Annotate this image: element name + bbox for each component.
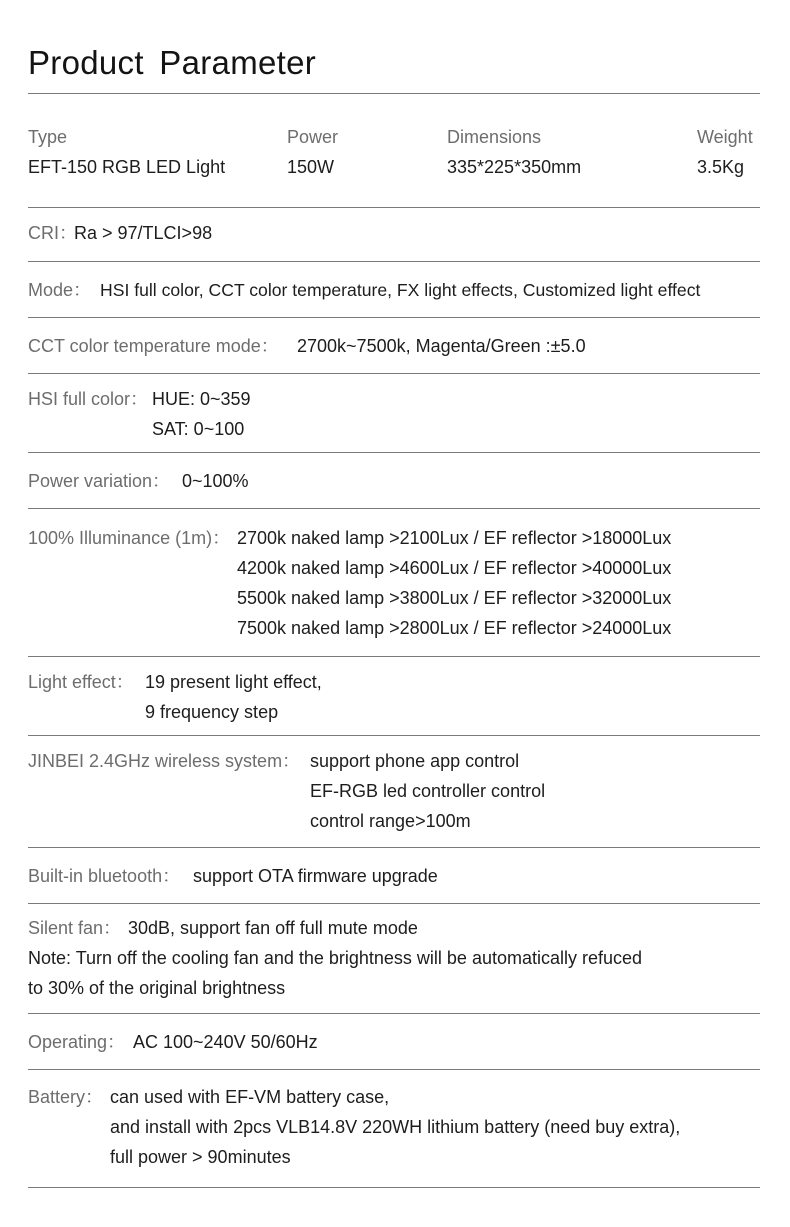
battery-line: full power > 90minutes: [110, 1147, 291, 1167]
illuminance-label: 100% Illuminance (1m)：: [28, 528, 231, 548]
operating-label: Operating：: [28, 1032, 126, 1052]
cri-value: Ra > 97/TLCI>98: [74, 223, 213, 243]
cct-label: CCT color temperature mode：: [28, 336, 279, 356]
battery-line: can used with EF-VM battery case,: [110, 1087, 390, 1107]
dimensions-value: 335*225*350mm: [447, 157, 582, 177]
weight-value: 3.5Kg: [697, 157, 745, 177]
fan-note-line: Note: Turn off the cooling fan and the brightness will be automatically refuced: [28, 948, 643, 968]
light-effect-label: Light effect：: [28, 672, 134, 692]
illuminance-line: 2700k naked lamp >2100Lux / EF reflector >18000Lux: [237, 528, 672, 548]
wireless-line: EF-RGB led controller control: [310, 781, 546, 801]
wireless-line: control range>100m: [310, 811, 471, 831]
divider: [28, 1069, 760, 1070]
type-label: Type: [28, 127, 68, 147]
divider: [28, 656, 760, 657]
mode-label: Mode：: [28, 280, 92, 300]
divider: [28, 903, 760, 904]
bluetooth-label: Built-in bluetooth：: [28, 866, 181, 886]
operating-value: AC 100~240V 50/60Hz: [133, 1032, 318, 1052]
illuminance-line: 5500k naked lamp >3800Lux / EF reflector >32000Lux: [237, 588, 672, 608]
illuminance-line: 7500k naked lamp >2800Lux / EF reflector >24000Lux: [237, 618, 672, 638]
power-label: Power: [287, 127, 339, 147]
dimensions-label: Dimensions: [447, 127, 542, 147]
page-title: Product Parameter: [28, 44, 317, 81]
bluetooth-value: support OTA firmware upgrade: [193, 866, 438, 886]
light-effect-line: 19 present light effect,: [145, 672, 322, 692]
divider: [28, 735, 760, 736]
divider: [28, 452, 760, 453]
divider: [28, 1013, 760, 1014]
wireless-label: JINBEI 2.4GHz wireless system：: [28, 751, 301, 771]
power-variation-label: Power variation：: [28, 471, 171, 491]
fan-value: 30dB, support fan off full mute mode: [128, 918, 418, 938]
battery-line: and install with 2pcs VLB14.8V 220WH lithium battery (need buy extra),: [110, 1117, 681, 1137]
type-value: EFT-150 RGB LED Light: [28, 157, 226, 177]
divider: [28, 508, 760, 509]
hsi-label: HSI full color：: [28, 389, 149, 409]
fan-note-line: to 30% of the original brightness: [28, 978, 286, 998]
divider: [28, 373, 760, 374]
weight-label: Weight: [697, 127, 753, 147]
divider: [28, 847, 760, 848]
hsi-sat-value: SAT: 0~100: [152, 419, 245, 439]
divider: [28, 317, 760, 318]
light-effect-line: 9 frequency step: [145, 702, 279, 722]
cct-value: 2700k~7500k, Magenta/Green :±5.0: [297, 336, 586, 356]
hsi-hue-value: HUE: 0~359: [152, 389, 251, 409]
battery-label: Battery：: [28, 1087, 104, 1107]
power-variation-value: 0~100%: [182, 471, 249, 491]
divider: [28, 207, 760, 208]
divider: [28, 1187, 760, 1188]
cri-label: CRI：: [28, 223, 77, 243]
fan-label: Silent fan：: [28, 918, 122, 938]
power-value: 150W: [287, 157, 335, 177]
divider: [28, 93, 760, 94]
divider: [28, 261, 760, 262]
illuminance-line: 4200k naked lamp >4600Lux / EF reflector >40000Lux: [237, 558, 672, 578]
wireless-line: support phone app control: [310, 751, 520, 771]
mode-value: HSI full color, CCT color temperature, FX light effects, Customized light effect: [100, 280, 701, 300]
